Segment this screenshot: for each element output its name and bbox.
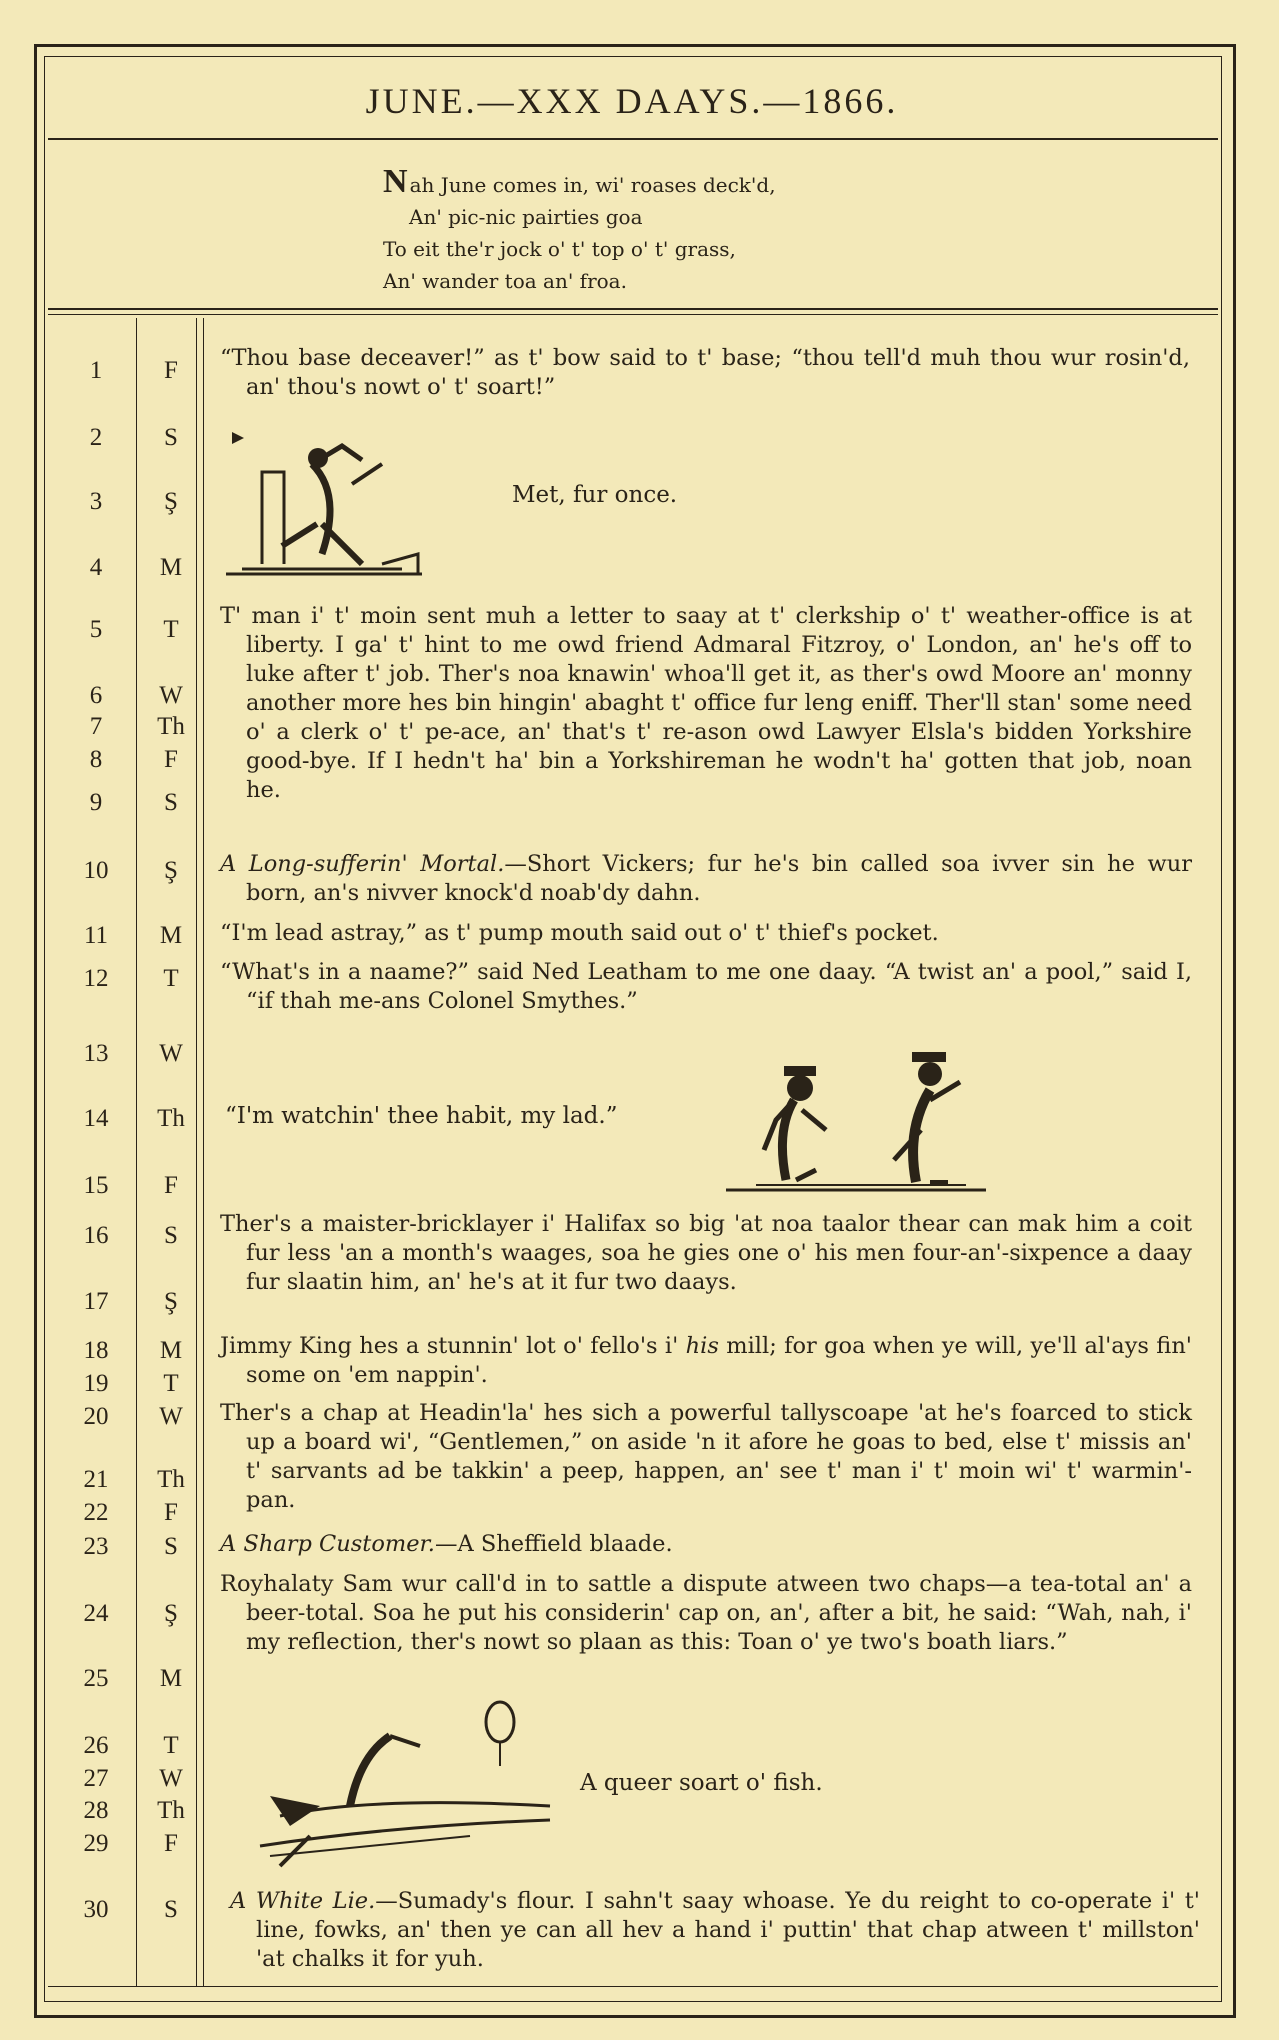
day-number: 8 bbox=[89, 746, 103, 773]
day-name: T bbox=[163, 965, 179, 992]
verse-line-3: To eit the'r jock o' t' top o' t' grass, bbox=[383, 237, 736, 261]
day-name: T bbox=[163, 1732, 179, 1759]
entry-white-lie: A White Lie.—Sumady's flour. I sahn't saay whoase. Ye du reight to co-operate i' t' line, fowks, an' then ye can all hev a hand i' puttin' that chap atween t' millston' 'at chalks it for yuh. bbox=[230, 1888, 1200, 1972]
bottom-rule bbox=[48, 1986, 1218, 1987]
day-name: F bbox=[164, 1499, 178, 1526]
balloon-icon bbox=[486, 1702, 514, 1742]
day-number: 15 bbox=[83, 1172, 109, 1199]
day-name: Th bbox=[157, 713, 185, 740]
day-name: S bbox=[164, 424, 178, 451]
day-name: Th bbox=[157, 1797, 185, 1824]
day-name: F bbox=[164, 746, 178, 773]
day-number: 3 bbox=[89, 488, 103, 515]
day-name: Ş bbox=[164, 1600, 178, 1627]
page-title: JUNE.—XXX DAAYS.—1866. bbox=[365, 81, 899, 121]
entry-royhalaty-sam: Royhalaty Sam wur call'd in to sattle a dispute atween two chaps—a tea-total an' a beer-total. Soa he put his considerin' cap on, an', after a bit, he said: “Wah, nah, i' my reflection, ther's nowt so plaan as this: Toan o' ye two's boath liars.” bbox=[220, 1571, 1192, 1655]
verse-line-4: An' wander toa an' froa. bbox=[383, 269, 627, 293]
day-name: M bbox=[159, 1665, 183, 1692]
day-number: 10 bbox=[83, 857, 109, 884]
day-name: M bbox=[159, 1337, 183, 1364]
illustration-queer-fish bbox=[250, 1696, 570, 1872]
day-number: 18 bbox=[83, 1337, 109, 1364]
section-rule bbox=[48, 308, 1218, 310]
day-number: 21 bbox=[83, 1466, 109, 1493]
entry-sharp-customer: A Sharp Customer.—A Sheffield blaade. bbox=[220, 1531, 673, 1557]
day-name: W bbox=[159, 1040, 183, 1067]
day-name: T bbox=[163, 1370, 179, 1397]
day-number: 23 bbox=[83, 1533, 109, 1560]
day-name: W bbox=[159, 1403, 183, 1430]
day-name: M bbox=[159, 554, 183, 581]
day-number: 29 bbox=[83, 1830, 109, 1857]
day-name: S bbox=[164, 789, 178, 816]
day-number: 24 bbox=[83, 1600, 109, 1627]
day-number: 13 bbox=[83, 1040, 109, 1067]
fish-body bbox=[280, 1803, 550, 1816]
entry-whats-in-a-naame: “What's in a naame?” said Ned Leatham to me one daay. “A twist an' a pool,” said I, “if thah me-ans Colonel Smythes.” bbox=[220, 959, 1192, 1014]
day-name: F bbox=[164, 1830, 178, 1857]
caption-queer-fish: A queer soart o' fish. bbox=[580, 1770, 823, 1796]
day-name: M bbox=[159, 922, 183, 949]
day-number: 28 bbox=[83, 1797, 109, 1824]
day-number: 4 bbox=[89, 554, 103, 581]
day-name: F bbox=[164, 1172, 178, 1199]
day-number: 7 bbox=[89, 713, 103, 740]
day-name: W bbox=[159, 682, 183, 709]
day-number: 6 bbox=[89, 682, 103, 709]
day-name: S bbox=[164, 1533, 178, 1560]
day-name: Th bbox=[157, 1466, 185, 1493]
day-number: 26 bbox=[83, 1732, 109, 1759]
entry-maister-bricklayer: Ther's a maister-bricklayer i' Halifax so big 'at noa taalor thear can mak him a coit fur less 'an a month's waages, soa he gies one o' his men four-an'-sixpence a daay fur slaatin him, an' he's at it fur two daays. bbox=[220, 1211, 1192, 1295]
illustration-met-fur-once bbox=[222, 424, 512, 590]
day-number: 27 bbox=[83, 1765, 109, 1792]
day-number: 25 bbox=[83, 1665, 109, 1692]
entry-jimmy-king: Jimmy King hes a stunnin' lot o' fello's i' his mill; for goa when ye will, ye'll al'ays fin' some on 'em nappin'. bbox=[220, 1333, 1192, 1388]
figure-head bbox=[308, 448, 328, 468]
day-number: 5 bbox=[89, 616, 103, 643]
day-number: 16 bbox=[83, 1222, 109, 1249]
caption-watchin: “I'm watchin' thee habit, my lad.” bbox=[225, 1103, 618, 1129]
entry-bow-and-base: “Thou base deceaver!” as t' bow said to t' base; “thou tell'd muh thou wur rosin'd, an' thou's nowt o' t' soart!” bbox=[220, 345, 1190, 400]
post-outline bbox=[262, 472, 284, 564]
day-name: W bbox=[159, 1765, 183, 1792]
figure-body bbox=[312, 464, 330, 554]
entry-weather-office: T' man i' t' moin sent muh a letter to saay at t' clerkship o' t' weather-office is at liberty. I ga' t' hint to me owd friend Admaral Fitzroy, o' London, an' he's off to luke after t' job. Ther's noa knawin' whoa'll get it, as ther's owd Moore an' monny another more hes bin hingin' abaght t' office fur leng eniff. Ther'll stan' some need o' a clerk o' t' pe-ace, an' that's t' re-ason owd Lawyer Elsla's bidden Yorkshire good-bye. If I hedn't ha' bin a Yorkshireman he wodn't ha' gotten that job, noan he. bbox=[220, 603, 1192, 803]
day-number: 9 bbox=[89, 789, 103, 816]
day-number: 12 bbox=[83, 965, 109, 992]
day-name: Th bbox=[157, 1105, 185, 1132]
entry-tallyscoape: Ther's a chap at Headin'la' hes sich a powerful tallyscoape 'at he's foarced to stick up a board wi', “Gentlemen,” on aside 'n it afore he goas to bed, else t' missis an' t' sarvants ad be takkin' a peep, happen, an' see t' man i' t' moin wi' t' warmin'-pan. bbox=[220, 1400, 1192, 1513]
day-number: 20 bbox=[83, 1403, 109, 1430]
day-number: 1 bbox=[89, 357, 103, 384]
entry-long-sufferin: A Long-sufferin' Mortal.—Short Vickers; fur he's bin called soa ivver sin he wur born, an's nivver knock'd noab'dy dahn. bbox=[220, 851, 1193, 906]
day-name: Ş bbox=[164, 857, 178, 884]
day-number: 2 bbox=[89, 424, 103, 451]
verse-line-1: Nah June comes in, wi' roases deck'd, bbox=[383, 163, 776, 200]
day-number: 30 bbox=[83, 1896, 109, 1923]
illustration-two-figures bbox=[716, 1030, 1006, 1202]
day-number: 17 bbox=[83, 1288, 109, 1315]
section-rule-thin bbox=[48, 314, 1218, 315]
day-name: F bbox=[164, 357, 178, 384]
entry-lead-astray: “I'm lead astray,” as t' pump mouth said out o' t' thief's pocket. bbox=[220, 920, 939, 946]
day-name: S bbox=[164, 1896, 178, 1923]
day-number: 22 bbox=[83, 1499, 109, 1526]
day-name: Ş bbox=[164, 488, 178, 515]
day-name: S bbox=[164, 1222, 178, 1249]
day-number: 19 bbox=[83, 1370, 109, 1397]
day-name: Ş bbox=[164, 1288, 178, 1315]
drop-cap: N bbox=[383, 163, 408, 200]
day-number: 11 bbox=[83, 922, 109, 949]
opening-verse bbox=[383, 163, 1003, 297]
title-rule bbox=[48, 138, 1218, 140]
day-number: 14 bbox=[83, 1105, 109, 1132]
caption-met: Met, fur once. bbox=[512, 482, 678, 508]
verse-line-2: An' pic-nic pairties goa bbox=[409, 205, 643, 229]
day-name: T bbox=[163, 616, 179, 643]
